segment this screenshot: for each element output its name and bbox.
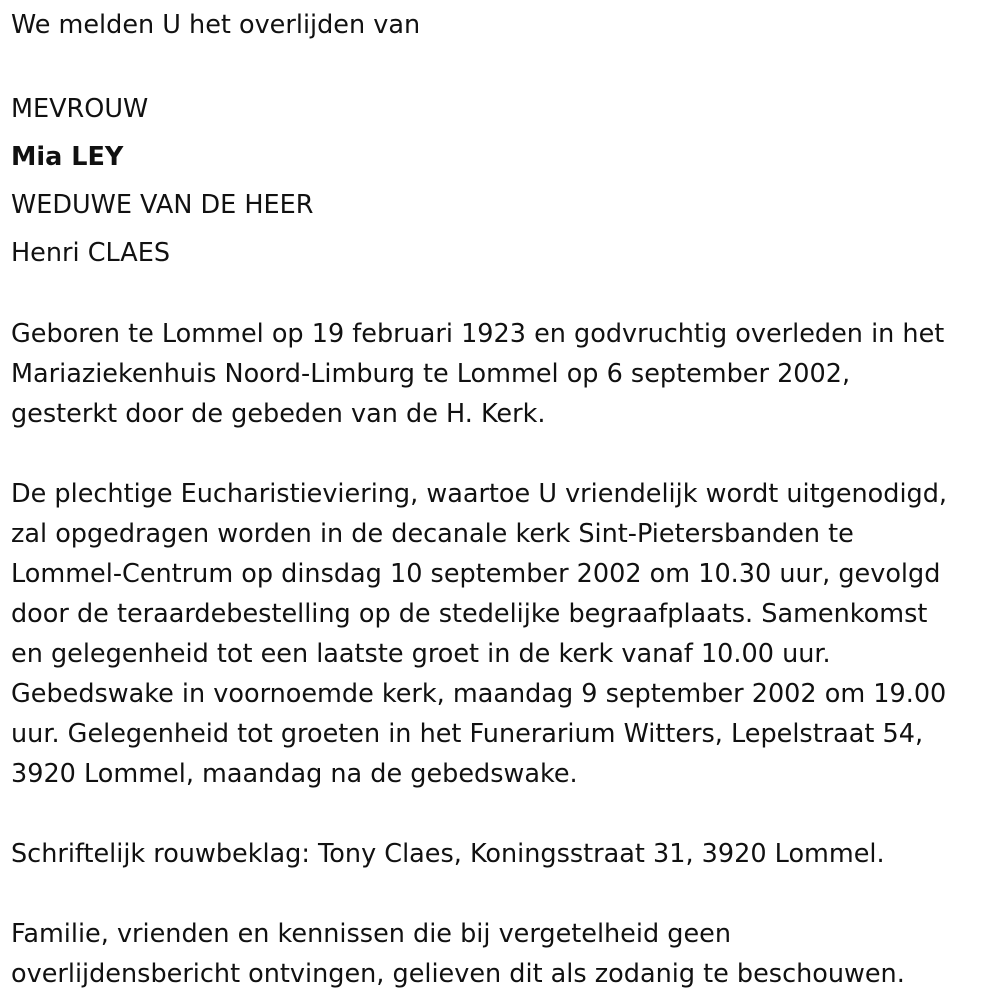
- spacer: [11, 434, 996, 474]
- paragraph-line: Gebedswake in voornoemde kerk, maandag 9 september 2002 om 19.00: [11, 679, 947, 709]
- spacer: [11, 45, 996, 85]
- paragraph-line: Geboren te Lommel op 19 februari 1923 en godvruchtig overleden in het: [11, 319, 945, 349]
- relation-text: WEDUWE VAN DE HEER: [11, 190, 314, 220]
- obituary-document: [11, 5, 996, 994]
- paragraph-line: De plechtige Eucharistieviering, waartoe U vriendelijk wordt uitgenodigd,: [11, 479, 948, 509]
- intro-text: We melden U het overlijden van: [11, 10, 421, 40]
- deceased-header: [11, 85, 996, 277]
- paragraph-line: door de teraardebestelling op de stedelijke begraafplaats. Samenkomst: [11, 599, 928, 629]
- paragraph-line: 3920 Lommel, maandag na de gebedswake.: [11, 759, 578, 789]
- paragraph-line: Lommel-Centrum op dinsdag 10 september 2002 om 10.30 uur, gevolgd: [11, 559, 941, 589]
- paragraph-line: overlijdensbericht ontvingen, gelieven dit als zodanig te beschouwen.: [11, 959, 905, 989]
- ceremony-paragraph: [11, 474, 996, 794]
- paragraph-line: uur. Gelegenheid tot groeten in het Funerarium Witters, Lepelstraat 54,: [11, 719, 924, 749]
- paragraph-line: Familie, vrienden en kennissen die bij vergetelheid geen: [11, 919, 731, 949]
- paragraph-line: zal opgedragen worden in de decanale kerk Sint-Pietersbanden te: [11, 519, 854, 549]
- spacer: [11, 794, 996, 834]
- paragraph-line: en gelegenheid tot een laatste groet in de kerk vanaf 10.00 uur.: [11, 639, 831, 669]
- birth-death-paragraph: [11, 314, 996, 434]
- spacer: [11, 277, 996, 314]
- condolence-address: Schriftelijk rouwbeklag: Tony Claes, Koningsstraat 31, 3920 Lommel.: [11, 839, 885, 869]
- closing-paragraph: [11, 914, 996, 994]
- paragraph-line: gesterkt door de gebeden van de H. Kerk.: [11, 399, 546, 429]
- title-mevrouw: MEVROUW: [11, 94, 149, 124]
- spouse-name: Henri CLAES: [11, 238, 171, 268]
- spacer: [11, 874, 996, 914]
- paragraph-line: Mariaziekenhuis Noord-Limburg te Lommel op 6 september 2002,: [11, 359, 851, 389]
- deceased-name: Mia LEY: [11, 142, 124, 172]
